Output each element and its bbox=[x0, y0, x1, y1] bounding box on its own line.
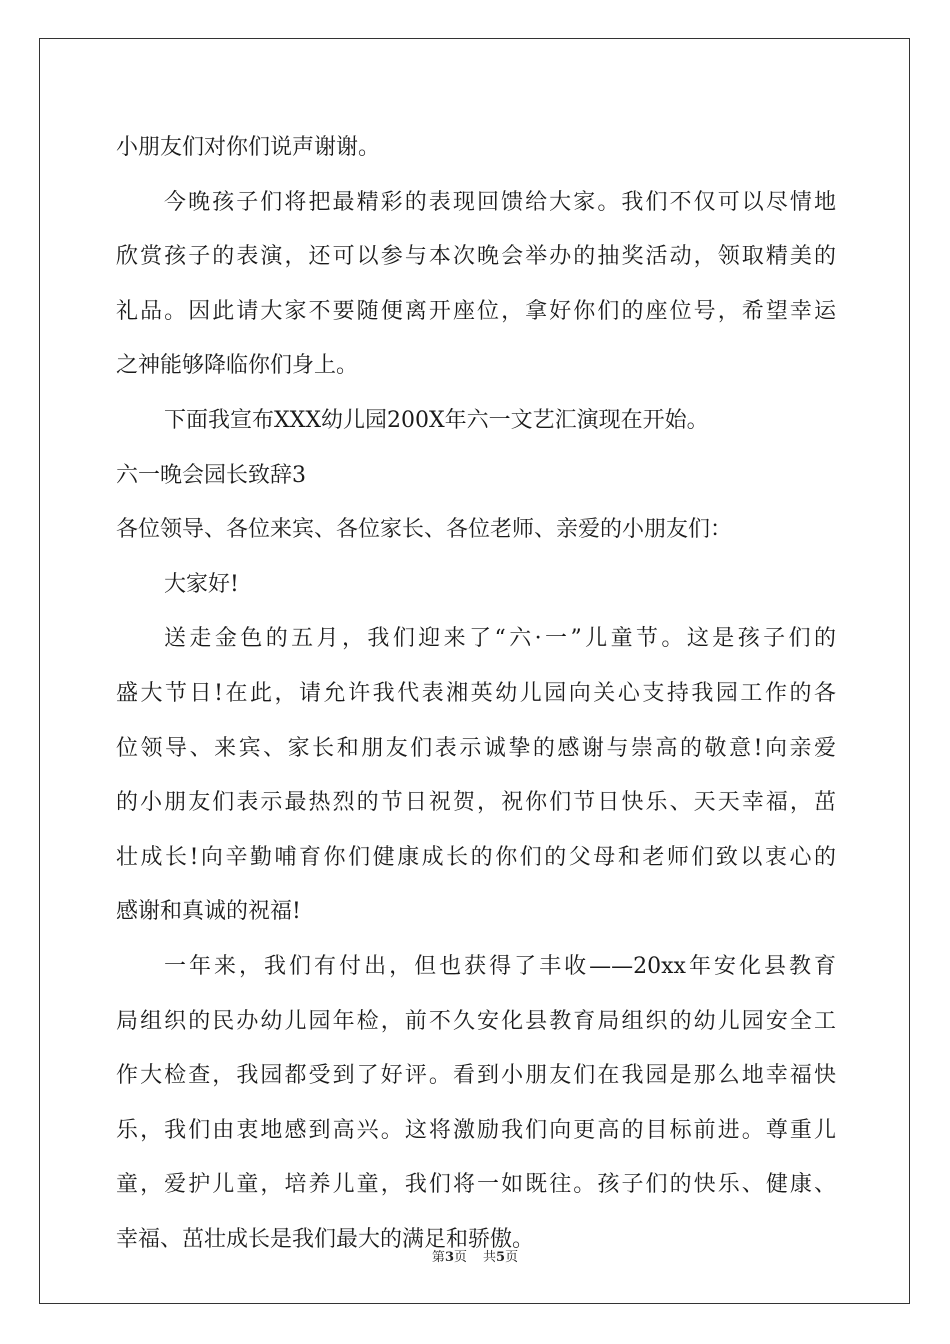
text-line: 一年来，我们有付出，但也获得了丰收——20xx年安化县教育 bbox=[164, 953, 836, 979]
text-line: 欣赏孩子的表演，还可以参与本次晚会举办的抽奖活动，领取精美的 bbox=[116, 244, 836, 270]
text-line: 位领导、来宾、家长和朋友们表示诚挚的感谢与崇高的敬意!向亲爱 bbox=[116, 735, 836, 761]
text-line: 小朋友们对你们说声谢谢。 bbox=[116, 135, 381, 160]
text-line: 大家好! bbox=[164, 571, 239, 597]
page-suffix: 页 bbox=[453, 1250, 467, 1265]
text-line: 壮成长!向辛勤哺育你们健康成长的你们的父母和老师们致以衷心的 bbox=[116, 844, 836, 870]
document-body bbox=[116, 128, 836, 1274]
text-line: 送走金色的五月，我们迎来了“六·一”儿童节。这是孩子们的 bbox=[164, 626, 836, 652]
current-page-number: 3 bbox=[444, 1250, 454, 1265]
text-line: 盛大节日!在此，请允许我代表湘英幼儿园向关心支持我园工作的各 bbox=[116, 680, 836, 706]
text-line: 的小朋友们表示最热烈的节日祝贺，祝你们节日快乐、天天幸福，茁 bbox=[116, 790, 836, 816]
text-line: 今晚孩子们将把最精彩的表现回馈给大家。我们不仅可以尽情地 bbox=[164, 189, 836, 215]
text-line: 作大检查，我园都受到了好评。看到小朋友们在我园是那么地幸福快 bbox=[116, 1063, 836, 1089]
text-line: 六一晚会园长致辞3 bbox=[116, 462, 306, 488]
text-line: 童，爱护儿童，培养儿童，我们将一如既往。孩子们的快乐、健康、 bbox=[116, 1172, 836, 1198]
text-line: 之神能够降临你们身上。 bbox=[116, 353, 359, 379]
text-line: 幸福、茁壮成长是我们最大的满足和骄傲。 bbox=[116, 1226, 535, 1252]
text-line: 感谢和真诚的祝福! bbox=[116, 899, 301, 925]
page-prefix: 第 bbox=[431, 1250, 445, 1265]
page-footer bbox=[0, 1246, 950, 1265]
total-prefix: 共 bbox=[483, 1250, 497, 1265]
total-page-number: 5 bbox=[496, 1250, 506, 1265]
text-line: 下面我宣布XXX幼儿园200X年六一文艺汇演现在开始。 bbox=[164, 407, 709, 433]
text-line: 礼品。因此请大家不要随便离开座位，拿好你们的座位号，希望幸运 bbox=[116, 298, 836, 324]
text-line: 各位领导、各位来宾、各位家长、各位老师、亲爱的小朋友们： bbox=[116, 517, 733, 543]
total-suffix: 页 bbox=[505, 1250, 519, 1265]
text-line: 局组织的民办幼儿园年检，前不久安化县教育局组织的幼儿园安全工 bbox=[116, 1008, 836, 1034]
text-line: 乐，我们由衷地感到高兴。这将激励我们向更高的目标前进。尊重儿 bbox=[116, 1117, 836, 1143]
